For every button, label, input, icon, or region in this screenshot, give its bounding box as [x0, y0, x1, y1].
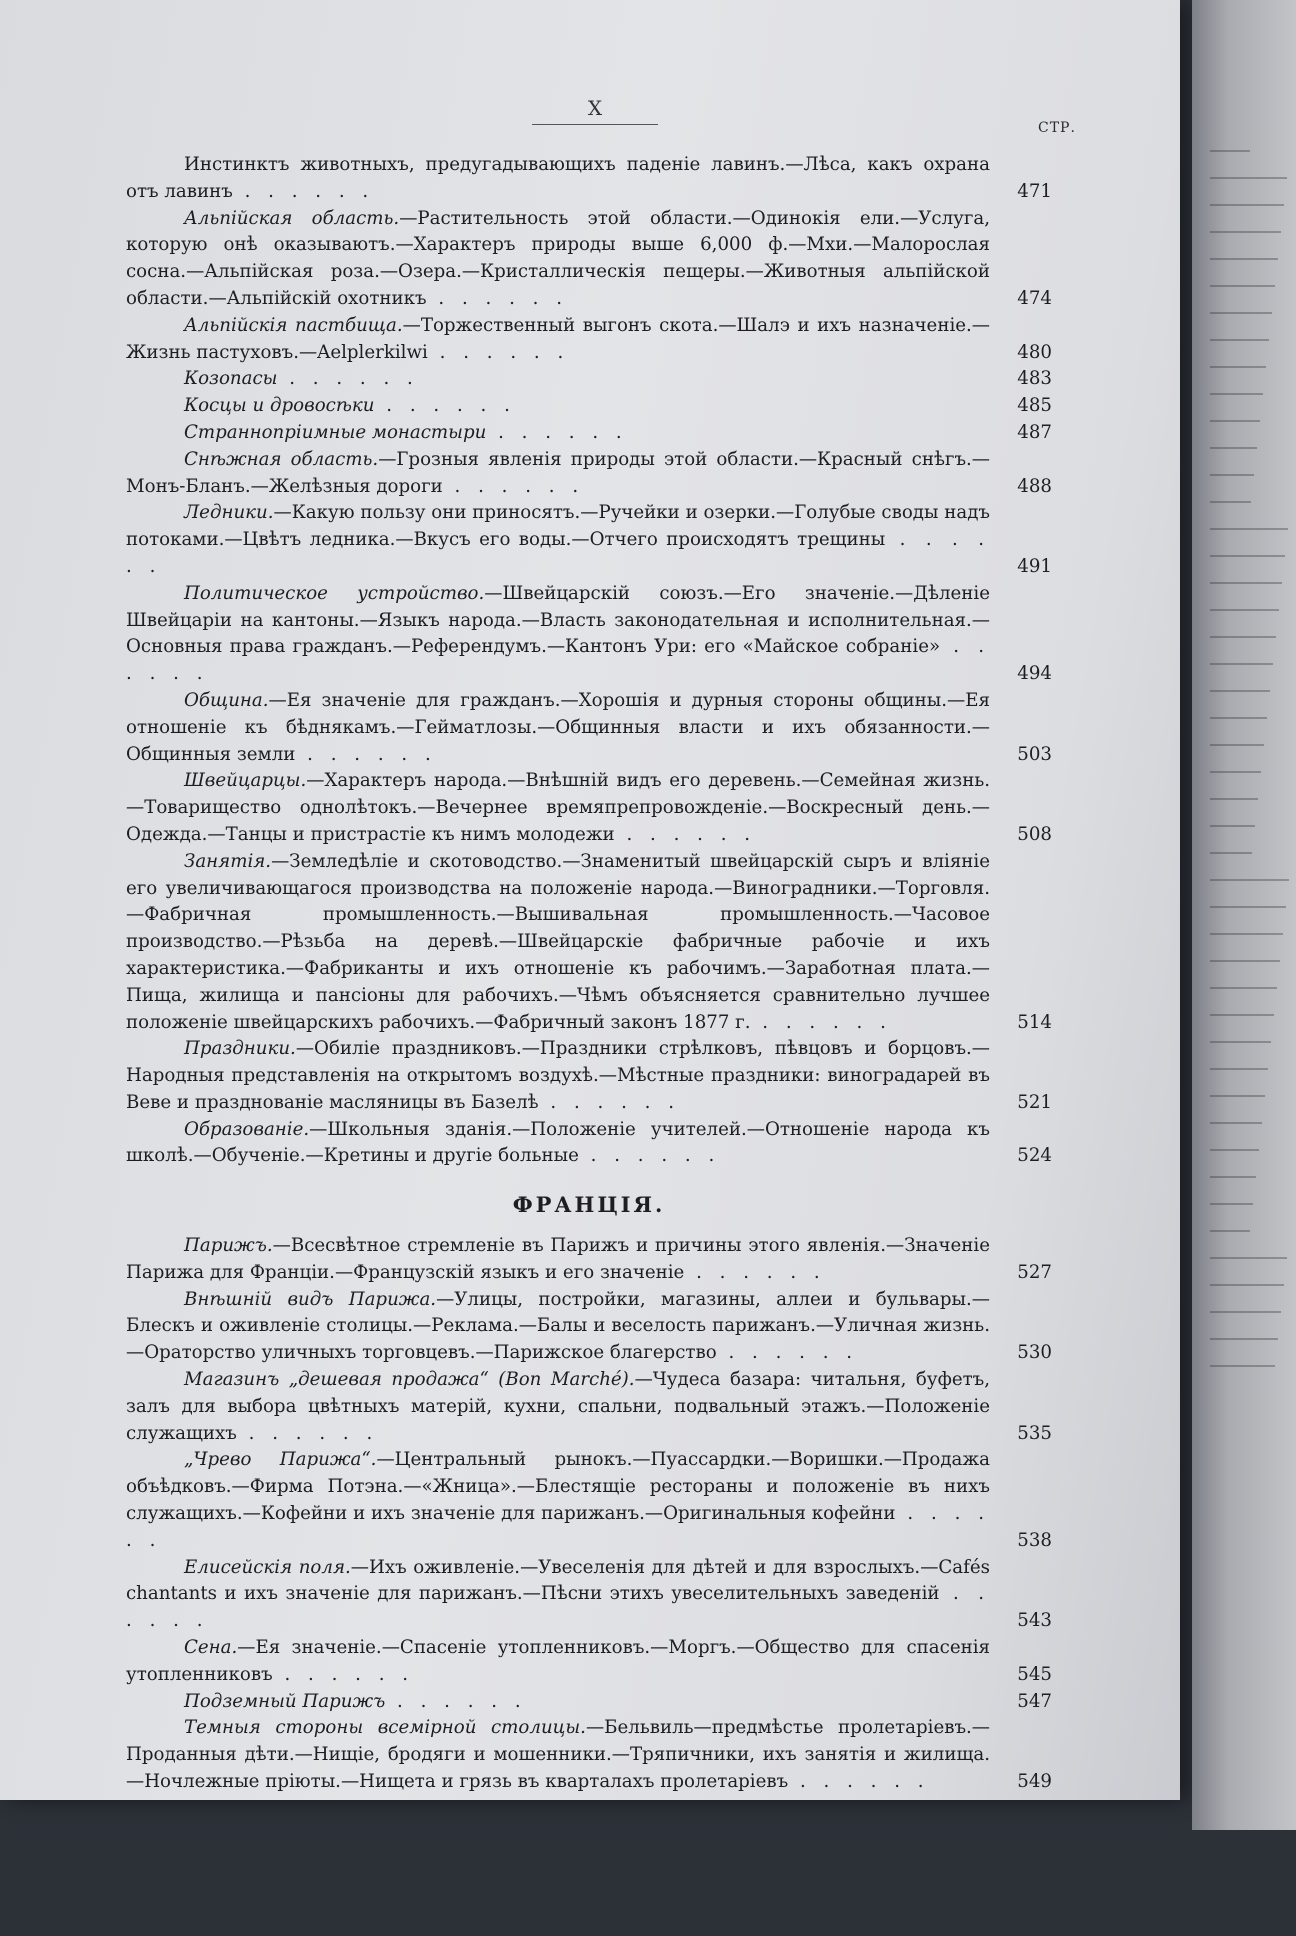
- toc-page-number: 503: [1017, 743, 1052, 765]
- adjacent-page-text-line: [1210, 312, 1272, 314]
- toc-entry-description: —Ея значеніе.—Спасеніе утопленниковъ.—Моргъ.—Общество для спасенія утопленниковъ: [126, 1637, 990, 1685]
- toc-entry-description: —Характеръ народа.—Внѣшній видъ его деревень.—Семейная жизнь.—Товарищество однолѣтокъ.—Вечернее времяпрепровожденіе.—Воскресный день.—Одежда.—Танцы и пристрастіе къ нимъ молодежи: [126, 770, 990, 845]
- toc-entry: [126, 152, 1052, 206]
- toc-entry-text: [126, 1555, 990, 1635]
- dot-leader: . . . . . .: [374, 395, 516, 417]
- adjacent-page-text-line: [1210, 1365, 1275, 1367]
- table-of-contents: [126, 152, 1052, 1796]
- toc-entry-text: [126, 420, 990, 447]
- toc-entry: [126, 1715, 1052, 1795]
- toc-entry-description: —Чудеса базара: читальня, буфетъ, залъ для выбора цвѣтныхъ матерій, кухни, спальни, подвальный этажъ.—Положеніе служащихъ: [126, 1369, 990, 1444]
- toc-entry-description: —Торжественный выгонъ скота.—Шалэ и ихъ назначеніе.—Жизнь пастуховъ.—Aelplerkilwi: [126, 314, 990, 363]
- toc-entry-title: Альпійская область.: [184, 207, 400, 229]
- adjacent-page-text-line: [1210, 825, 1255, 827]
- toc-entry: [126, 500, 1052, 580]
- adjacent-page-text-line: [1210, 663, 1273, 665]
- toc-entry: [126, 1447, 1052, 1554]
- adjacent-page-text-line: [1210, 393, 1263, 395]
- dot-leader: . . . . . .: [538, 1091, 680, 1113]
- dot-leader: . . . . . .: [750, 1011, 892, 1033]
- toc-page-number: 521: [1017, 1091, 1052, 1113]
- toc-entry-description: —Центральный рынокъ.—Пуассардки.—Воришки.—Продажа объѣдковъ.—Фирма Потэна.—«Жница».—Блестящіе рестораны и положеніе въ нихъ служащихъ.—Кофейни и ихъ значеніе для парижанъ.—Оригинальныя кофейни: [126, 1449, 990, 1525]
- toc-entry-title: Праздники.: [184, 1038, 296, 1060]
- adjacent-page-text-line: [1210, 420, 1260, 422]
- adjacent-page-text-line: [1210, 1230, 1250, 1232]
- toc-page-number: 494: [1017, 663, 1052, 685]
- adjacent-page-text-line: [1210, 1095, 1265, 1097]
- dot-leader: . . . . . .: [486, 421, 628, 443]
- toc-entry: [126, 366, 1052, 393]
- toc-page-number: 530: [1017, 1342, 1052, 1364]
- dot-leader: . . . . . .: [788, 1771, 930, 1793]
- section-heading: ФРАНЦІЯ.: [512, 1192, 666, 1218]
- toc-entry-text: [126, 1689, 990, 1716]
- toc-entry-text: [126, 152, 990, 206]
- toc-page-number: 508: [1017, 823, 1052, 845]
- toc-page-number: 485: [1017, 395, 1052, 417]
- toc-entry-text: [126, 768, 990, 848]
- toc-entry-text: [126, 1233, 990, 1287]
- adjacent-page-text-line: [1210, 717, 1267, 719]
- toc-entry-description: —Школьныя зданія.—Положеніе учителей.—Отношеніе народа къ школѣ.—Обученіе.—Кретины и другіе больные: [126, 1118, 990, 1167]
- adjacent-page-text-line: [1210, 744, 1264, 746]
- toc-entry: [126, 768, 1052, 848]
- page-column-label: СТР.: [1038, 120, 1076, 136]
- adjacent-page-text-line: [1210, 906, 1286, 908]
- toc-entry-title: Сена.: [184, 1637, 238, 1659]
- dot-leader: . . . . . .: [578, 1145, 721, 1167]
- toc-entry-text: [126, 1117, 990, 1171]
- adjacent-page-text-line: [1210, 204, 1284, 206]
- toc-entry-title: Внѣшній видъ Парижа.: [184, 1288, 437, 1310]
- toc-entry: [126, 849, 1052, 1037]
- adjacent-page-text-line: [1210, 933, 1283, 935]
- adjacent-page-text-line: [1210, 150, 1250, 152]
- dot-leader: . . . . . .: [272, 1663, 415, 1685]
- adjacent-page-text-line: [1210, 339, 1269, 341]
- dot-leader: . . . . . .: [126, 636, 990, 685]
- toc-entry-title: Альпійскія пастбища.: [184, 314, 403, 336]
- toc-entry-title: Подземный Парижъ: [184, 1690, 386, 1712]
- adjacent-page-text-line: [1210, 987, 1277, 989]
- toc-entry-description: —Ея значеніе для гражданъ.—Хорошія и дурныя стороны общины.—Ея отношеніе къ бѣднякамъ.—Гейматлозы.—Общинныя власти и ихъ обязанности.—Общинныя земли: [126, 689, 990, 765]
- adjacent-page-edge: [1192, 0, 1296, 1830]
- adjacent-page-text-line: [1210, 1257, 1287, 1259]
- adjacent-page-text-line: [1210, 798, 1258, 800]
- dot-leader: . . . . . .: [232, 180, 375, 202]
- adjacent-page-text-line: [1210, 1041, 1271, 1043]
- toc-entry: [126, 420, 1052, 447]
- adjacent-page-text-line: [1210, 555, 1285, 557]
- toc-entry-text: [126, 1287, 990, 1367]
- toc-entry-description: —Улицы, постройки, магазины, аллеи и бульвары.—Блескъ и оживленіе столицы.—Реклама.—Балы и веселость парижанъ.—Уличная жизнь.—Ораторство уличныхъ торговцевъ.—Парижское благерство: [126, 1288, 990, 1364]
- toc-entry-text: [126, 1367, 990, 1447]
- adjacent-page-text-line: [1210, 1068, 1268, 1070]
- toc-entry-text: [126, 849, 990, 1037]
- toc-entry-description: —Растительность этой области.—Одинокія ели.—Услуга, которую онѣ оказываютъ.—Характеръ природы выше 6,000 ф.—Мхи.—Малорослая сосна.—Альпійская роза.—Озера.—Кристаллическія пещеры.—Животныя альпійской области.—Альпійскій охотникъ: [126, 207, 990, 309]
- toc-entry-description: —Швейцарскій союзъ.—Его значеніе.—Дѣленіе Швейцаріи на кантоны.—Языкъ народа.—Власть законодательная и исполнительная.—Основныя права гражданъ.—Референдумъ.—Кантонъ Ури: его «Майское собраніе»: [126, 582, 990, 658]
- toc-entry: [126, 206, 1052, 313]
- toc-page-number: 491: [1017, 555, 1052, 577]
- toc-entry-title: Община.: [184, 689, 269, 711]
- dot-leader: . . . . . .: [236, 1422, 379, 1444]
- adjacent-page-text-line: [1210, 1311, 1281, 1313]
- toc-entry-title: Темныя стороны всемірной столицы.: [184, 1717, 586, 1739]
- toc-entry-text: [126, 1715, 990, 1795]
- adjacent-page-text-line: [1210, 1203, 1253, 1205]
- toc-page-number: 471: [1017, 180, 1052, 202]
- toc-entry: [126, 1036, 1052, 1116]
- toc-page-number: 524: [1017, 1145, 1052, 1167]
- toc-entry-title: Политическое устройство.: [184, 582, 485, 604]
- toc-page-number: 488: [1017, 475, 1052, 497]
- toc-page-number: 480: [1017, 341, 1052, 363]
- dot-leader: . . . . . .: [295, 743, 437, 765]
- adjacent-page-text-line: [1210, 771, 1261, 773]
- adjacent-page-text-line: [1210, 231, 1281, 233]
- adjacent-page-text-line: [1210, 1338, 1278, 1340]
- adjacent-page-text-line: [1210, 474, 1254, 476]
- toc-page-number: 543: [1017, 1610, 1052, 1632]
- adjacent-page-text-line: [1210, 960, 1280, 962]
- adjacent-page-text-line: [1210, 177, 1287, 179]
- toc-entry-description: —Ихъ оживленіе.—Увеселенія для дѣтей и для взрослыхъ.—Cafés chantants и ихъ значеніе для парижанъ.—Пѣсни этихъ увеселительныхъ заведеній: [126, 1556, 990, 1605]
- toc-page-number: 487: [1017, 421, 1052, 443]
- dot-leader: . . . . . .: [684, 1261, 826, 1283]
- toc-page-number: 547: [1017, 1690, 1052, 1712]
- toc-entry: [126, 313, 1052, 367]
- toc-entry-text: [126, 1447, 990, 1554]
- toc-entry-title: Косцы и дровосѣки: [184, 395, 375, 417]
- toc-entry-text: [126, 366, 990, 393]
- dot-leader: . . . . . .: [427, 341, 570, 363]
- toc-entry: [126, 1287, 1052, 1367]
- adjacent-page-text-line: [1210, 636, 1276, 638]
- toc-entry-text: [126, 447, 990, 501]
- adjacent-page-text-line: [1210, 1014, 1274, 1016]
- toc-entry: [126, 393, 1052, 420]
- adjacent-page-text-line: [1210, 447, 1257, 449]
- adjacent-page-text-line: [1210, 501, 1251, 503]
- toc-page-number: 514: [1017, 1011, 1052, 1033]
- dot-leader: . . . . . .: [277, 368, 419, 390]
- dot-leader: . . . . . .: [126, 1583, 990, 1632]
- toc-entry: [126, 581, 1052, 688]
- adjacent-page-text-line: [1210, 690, 1270, 692]
- toc-entry-title: Елисейскія поля.: [184, 1556, 351, 1578]
- dot-leader: . . . . . .: [614, 823, 757, 845]
- header-rule: [532, 124, 658, 125]
- adjacent-page-text-line: [1210, 879, 1289, 881]
- toc-page-number: 527: [1017, 1261, 1052, 1283]
- toc-entry-text: [126, 688, 990, 768]
- toc-entry-title: „Чрево Парижа“.: [184, 1449, 377, 1471]
- adjacent-page-text-line: [1210, 366, 1266, 368]
- toc-entry-text: [126, 393, 990, 420]
- adjacent-page-text-line: [1210, 528, 1288, 530]
- toc-entry-text: [126, 1036, 990, 1116]
- toc-entry-text: [126, 206, 990, 313]
- adjacent-page-text-line: [1210, 285, 1275, 287]
- toc-entry: [126, 1555, 1052, 1635]
- dot-leader: . . . . . .: [126, 1503, 990, 1551]
- toc-entry-description: Инстинктъ животныхъ, предугадывающихъ паденіе лавинъ.—Лѣса, какъ охрана отъ лавинъ: [126, 154, 990, 202]
- toc-page-number: 538: [1017, 1529, 1052, 1551]
- toc-entry-description: —Обиліе праздниковъ.—Праздники стрѣлковъ, пѣвцовъ и борцовъ.—Народныя представленія на открытомъ воздухѣ.—Мѣстные праздники: виноградарей въ Веве и празднованіе масляницы въ Базелѣ: [126, 1038, 990, 1113]
- dot-leader: . . . . . .: [426, 287, 568, 309]
- dot-leader: . . . . . .: [385, 1690, 527, 1712]
- adjacent-page-text-line: [1210, 1149, 1259, 1151]
- toc-entry-description: —Грозныя явленія природы этой области.—Красный снѣгъ.—Монъ-Бланъ.—Желѣзныя дороги: [126, 448, 990, 497]
- toc-entry-description: —Какую пользу они приносятъ.—Ручейки и озерки.—Голубые своды надъ потоками.—Цвѣтъ ледника.—Вкусъ его воды.—Отчего происходятъ трещины: [126, 502, 990, 551]
- toc-page-number: 545: [1017, 1663, 1052, 1685]
- toc-entry-title: Ледники.: [184, 502, 274, 524]
- toc-entry: [126, 1117, 1052, 1171]
- toc-entry: [126, 688, 1052, 768]
- toc-page-number: 535: [1017, 1422, 1052, 1444]
- toc-entry-title: Парижъ.: [184, 1235, 273, 1257]
- toc-page-number: 549: [1017, 1771, 1052, 1793]
- toc-entry-title: Занятія.: [184, 850, 272, 872]
- toc-entry-text: [126, 581, 990, 688]
- toc-entry-title: Козопасы: [184, 368, 278, 390]
- toc-entry-description: —Всесвѣтное стремленіе въ Парижъ и причины этого явленія.—Значеніе Парижа для Франціи.—Французскій языкъ и его значеніе: [126, 1235, 990, 1283]
- toc-entry: [126, 1233, 1052, 1287]
- toc-page-number: 474: [1017, 287, 1052, 309]
- adjacent-page-text-line: [1210, 1176, 1256, 1178]
- adjacent-page-text-line: [1210, 1122, 1262, 1124]
- toc-entry-title: Страннопріимные монастыри: [184, 421, 487, 443]
- toc-page-number: 483: [1017, 368, 1052, 390]
- adjacent-page-text-line: [1210, 1284, 1284, 1286]
- toc-entry: [126, 1635, 1052, 1689]
- toc-entry-text: [126, 500, 990, 580]
- dot-leader: . . . . . .: [716, 1342, 859, 1364]
- adjacent-page-text-line: [1210, 582, 1282, 584]
- toc-entry-title: Магазинъ „дешевая продажа“ (Bon Marché).: [184, 1369, 635, 1391]
- dot-leader: . . . . . .: [126, 529, 990, 577]
- toc-entry-description: —Бельвиль—предмѣстье пролетаріевъ.—Проданныя дѣти.—Нищіе, бродяги и мошенники.—Тряпичники, ихъ занятія и жилища.—Ночлежные пріюты.—Нищета и грязь въ кварталахъ пролетаріевъ: [126, 1717, 990, 1793]
- toc-entry-text: [126, 313, 990, 367]
- toc-entry: [126, 1689, 1052, 1716]
- toc-entry: [126, 1367, 1052, 1447]
- toc-entry-title: Снѣжная область.: [184, 448, 379, 470]
- page-number: X: [587, 96, 603, 120]
- adjacent-page-text-line: [1210, 258, 1278, 260]
- toc-entry-title: Швейцарцы.: [184, 770, 307, 792]
- toc-entry-text: [126, 1635, 990, 1689]
- toc-entry-title: Образованіе.: [184, 1118, 310, 1140]
- dot-leader: . . . . . .: [442, 475, 585, 497]
- adjacent-page-text-line: [1210, 609, 1279, 611]
- toc-entry-description: —Земледѣліе и скотоводство.—Знаменитый швейцарскій сыръ и вліяніе его увеличивающагося производства на положеніе народа.—Виноградники.—Торговля.—Фабричная промышленность.—Вышивальная промышленность.—Часовое производство.—Рѣзьба на деревѣ.—Швейцарскіе фабричные рабочіе и ихъ характеристика.—Фабриканты и ихъ отношеніе къ рабочимъ.—Заработная плата.—Пища, жилища и пансіоны для рабочихъ.—Чѣмъ объясняется сравнительно лучшее положеніе швейцарскихъ рабочихъ.—Фабричный законъ 1877 г.: [126, 850, 990, 1033]
- toc-entry: [126, 447, 1052, 501]
- adjacent-page-text-line: [1210, 852, 1252, 854]
